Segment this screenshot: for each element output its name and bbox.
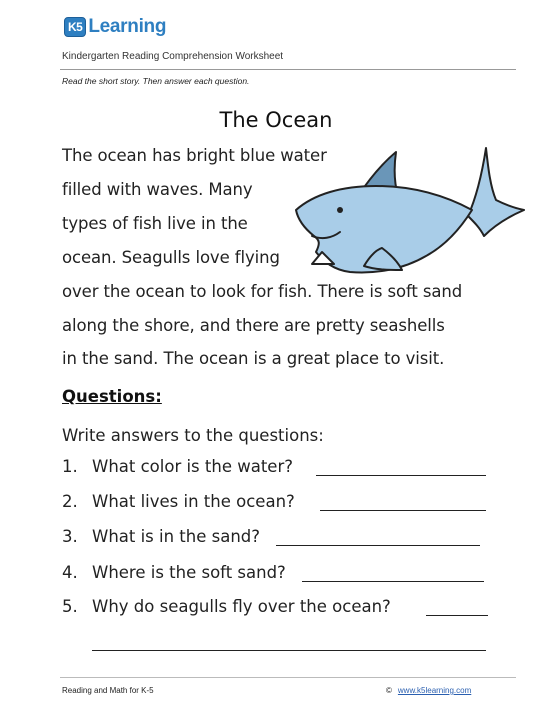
question-number: 4.: [62, 563, 78, 582]
story-line: ocean. Seagulls love flying: [62, 248, 280, 267]
question-item: [62, 597, 391, 616]
question-text: What lives in the ocean?: [92, 492, 295, 511]
footer-url-link[interactable]: www.k5learning.com: [397, 686, 472, 695]
answer-line[interactable]: [320, 510, 486, 511]
question-item: [62, 527, 260, 546]
story-line: types of fish live in the: [62, 214, 248, 233]
footer-divider: [60, 677, 516, 678]
footer-copyright: [386, 686, 471, 695]
question-text: Where is the soft sand?: [92, 563, 286, 582]
question-text: What color is the water?: [92, 457, 293, 476]
question-number: 5.: [62, 597, 78, 616]
question-item: [62, 563, 286, 582]
questions-prompt: Write answers to the questions:: [62, 426, 324, 445]
story-title: The Ocean: [219, 108, 333, 132]
story-line: along the shore, and there are pretty seashells: [62, 316, 445, 335]
question-text: Why do seagulls fly over the ocean?: [92, 597, 391, 616]
worksheet-instructions: Read the short story. Then answer each question.: [62, 76, 250, 86]
question-number: 1.: [62, 457, 78, 476]
story-line: over the ocean to look for fish. There is soft sand: [62, 282, 463, 301]
answer-line[interactable]: [92, 650, 486, 651]
k5-learning-logo: [64, 14, 166, 40]
logo-word: Learning: [88, 16, 167, 37]
answer-line[interactable]: [426, 615, 488, 616]
logo-badge: K5: [64, 17, 86, 37]
question-number: 2.: [62, 492, 78, 511]
copyright-symbol: ©: [386, 686, 392, 695]
answer-line[interactable]: [302, 581, 484, 582]
answer-line[interactable]: [276, 545, 480, 546]
question-text: What is in the sand?: [92, 527, 261, 546]
question-number: 3.: [62, 527, 78, 546]
question-item: [62, 457, 293, 476]
story-line: in the sand. The ocean is a great place to visit.: [62, 349, 445, 368]
question-item: [62, 492, 295, 511]
story-line: filled with waves. Many: [62, 180, 253, 199]
answer-line[interactable]: [316, 475, 486, 476]
footer-tagline: Reading and Math for K-5: [62, 686, 154, 695]
worksheet-subtitle: Kindergarten Reading Comprehension Worksheet: [62, 51, 284, 62]
header-divider: [60, 69, 516, 70]
shark-fish-illustration-icon: [290, 144, 528, 276]
story-line: The ocean has bright blue water: [62, 146, 327, 165]
questions-heading: Questions:: [62, 387, 162, 406]
